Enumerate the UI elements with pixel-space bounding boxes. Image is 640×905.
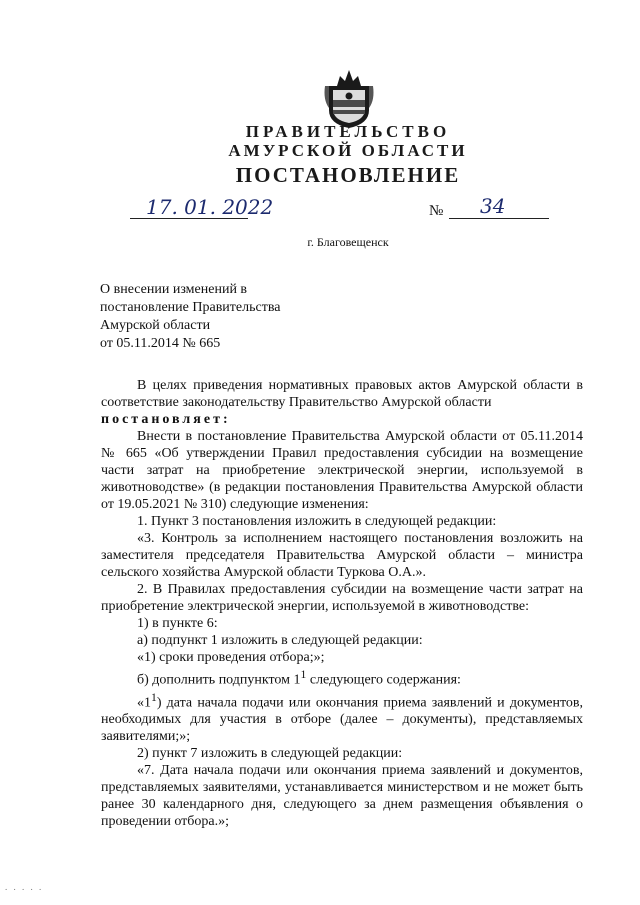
date-handwritten: 17. 01. 2022 [146,195,274,219]
subject-line: постановление Правительства [100,300,281,315]
subpoint-b-text-end: следующего содержания: [306,672,461,688]
document-body [101,377,583,830]
subject-line: Амурской области [100,318,211,333]
superscript-1: 1 [300,668,307,681]
coat-of-arms-emblem [323,66,375,130]
number-label: № [429,203,444,219]
paragraph-subpoint-a: а) подпункт 1 изложить в следующей редакции: [137,633,423,648]
number-handwritten: 34 [480,194,506,218]
superscript-1: 1 [151,690,157,704]
subject-line: от 05.11.2014 № 665 [100,336,221,351]
resolves-word: постановляет: [101,412,231,427]
paragraph-item-2: 2. В Правилах предоставления субсидии на возмещение части затрат на приобретение электрической энергии, используемой в животноводстве: [101,582,583,614]
subject-line: О внесении изменений в [100,282,248,297]
paragraph-point-6: 1) в пункте 6: [137,616,218,631]
subpoint-1-1-open: «1 [137,695,151,711]
paragraph-point-7-text: «7. Дата начала подачи или окончания приема заявлений и документов, представляемых заявителями, устанавливается министерством и не может быть ранее 30 календарного дня, следующего за днем размещения объявления о проведении отбора.»; [101,763,583,830]
document-type-title: ПОСТАНОВЛЕНИЕ [235,163,461,187]
paragraph-item-1: 1. Пункт 3 постановления изложить в следующей редакции: [137,514,497,529]
scan-margin-marks: . . . . . [5,882,44,892]
government-name-line2: АМУРСКОЙ ОБЛАСТИ [228,141,468,160]
paragraph-amend: Внести в постановление Правительства Амурской области от 05.11.2014 № 665 «Об утверждении Правил предоставления субсидии на возмещение части затрат на приобретение электрической энергии, используемой в животноводстве» (в редакции постановления Правительства Амурской области от 19.05.2021 № 310) следующие изменения: [101,429,583,512]
paragraph-subpoint-1-1-text [101,689,583,746]
city-name: г. Благовещенск [307,235,389,249]
paragraph-subpoint-1-text: «1) сроки проведения отбора;»; [137,650,325,665]
subpoint-b-text: б) дополнить подпунктом 1 [137,672,301,688]
intro-paragraph: В целях приведения нормативных правовых актов Амурской области в соответствие законодательству Правительство Амурской области [101,378,583,410]
subpoint-1-1-rest: ) дата начала подачи или окончания приема заявлений и документов, необходимых для участия в отборе (далее – документы), представляемых заявителями;»; [101,695,583,745]
paragraph-point-7: 2) пункт 7 изложить в следующей редакции: [137,746,403,762]
document-subject [100,281,280,353]
government-name-line1: ПРАВИТЕЛЬСТВО [245,122,451,141]
paragraph-subpoint-b [101,666,583,689]
paragraph-item-3-text: «3. Контроль за исполнением настоящего постановления возложить на заместителя председателя Правительства Амурской области – министра сельского хозяйства Амурской области Туркова О.А.». [101,531,583,580]
